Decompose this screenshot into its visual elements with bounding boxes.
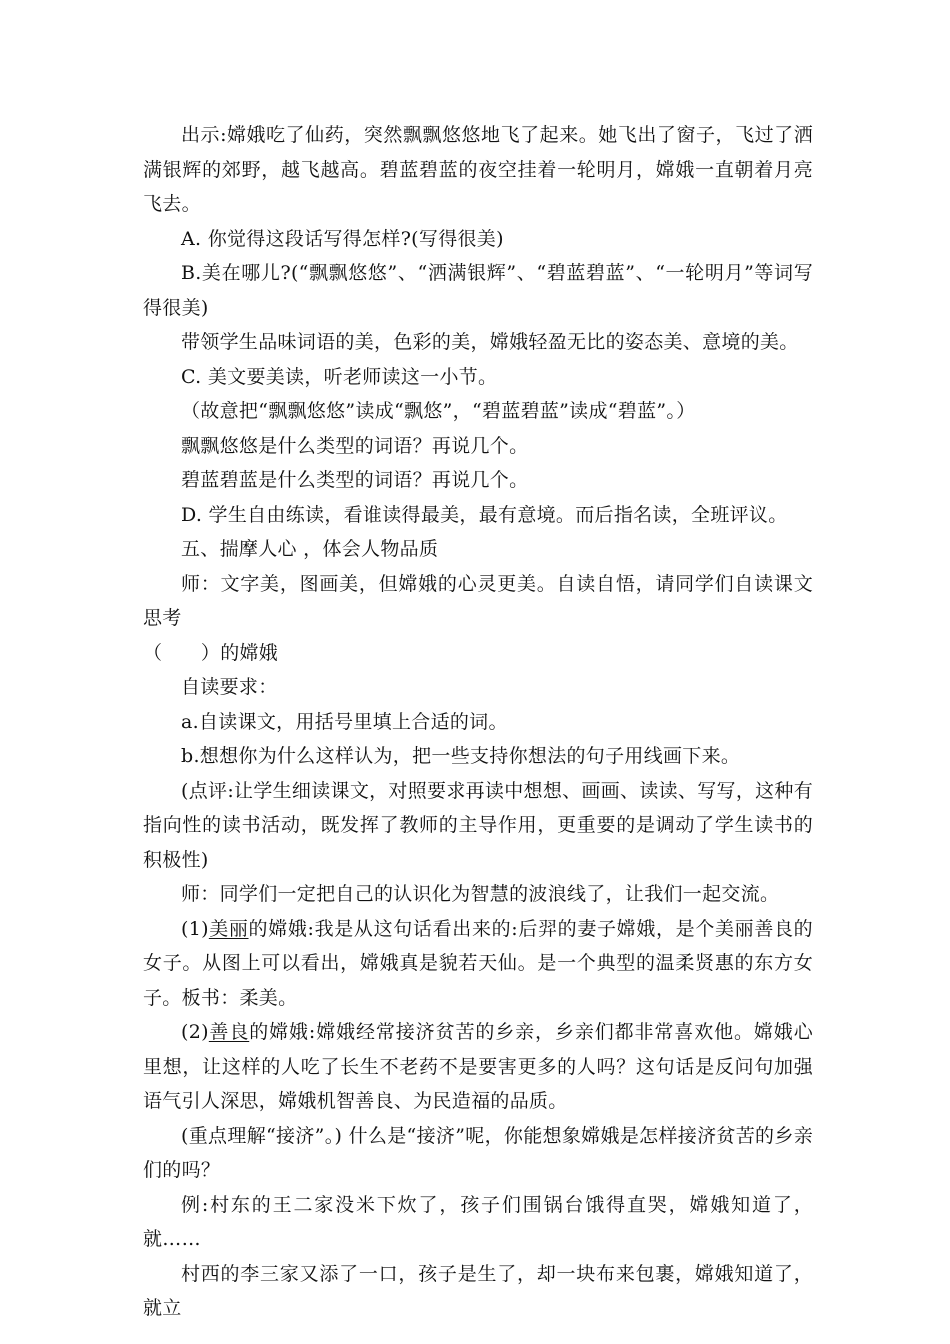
paragraph-display-text: 出示:嫦娥吃了仙药，突然飘飘悠悠地飞了起来。她飞出了窗子，飞过了洒满银辉的郊野，越飞越高。碧蓝碧蓝的夜空挂着一轮明月，嫦娥一直朝着月亮飞去。 <box>143 124 813 215</box>
paragraph-teacher-exchange: 师：同学们一定把自己的认识化为智慧的波浪线了，让我们一起交流。 <box>181 883 780 905</box>
paragraph-question-b: B.美在哪儿?(“飘飘悠悠”、“洒满银辉”、“碧蓝碧蓝”、“一轮明月”等词写得很美) <box>143 262 813 319</box>
paragraph-guidance: 带领学生品味词语的美，色彩的美，嫦娥轻盈无比的姿态美、意境的美。 <box>181 331 799 353</box>
paragraph-kind-change <box>143 1015 813 1119</box>
paragraph-requirement-b: b.想想你为什么这样认为，把一些支持你想法的句子用线画下来。 <box>181 745 741 767</box>
item-number: (2) <box>181 1021 209 1043</box>
paragraph-reading-requirements: 自读要求： <box>181 676 278 698</box>
paragraph-blank-fill: （ ）的嫦娥 <box>143 641 279 664</box>
underlined-word: 善良 <box>208 1021 250 1043</box>
document-body <box>143 118 813 1326</box>
paragraph-word-type-2: 碧蓝碧蓝是什么类型的词语？再说几个。 <box>181 469 529 491</box>
paragraph-question-c: C. 美文要美读，听老师读这一小节。 <box>181 365 498 388</box>
paragraph-rest: 的嫦娥:嫦娥经常接济贫苦的乡亲，乡亲们都非常喜欢他。嫦娥心里想，让这样的人吃了长生不老药不是要害更多的人吗？这句话是反问句加强语气引人深思，嫦娥机智善良、为民造福的品质。 <box>143 1021 813 1112</box>
paragraph-question-d: D. 学生自由练读，看谁读得最美，最有意境。而后指名读，全班评议。 <box>181 503 788 526</box>
paragraph-teacher-prompt: 师：文字美，图画美，但嫦娥的心灵更美。自读自悟，请同学们自读课文思考 <box>143 572 813 629</box>
paragraph-requirement-a: a.自读课文，用括号里填上合适的词。 <box>181 710 508 733</box>
paragraph-word-type-1: 飘飘悠悠是什么类型的词语？再说几个。 <box>181 434 529 457</box>
item-number: (1) <box>181 917 209 940</box>
paragraph-example-east: 例:村东的王二家没米下炊了，孩子们围锅台饿得直哭，嫦娥知道了，就…… <box>143 1193 813 1250</box>
paragraph-example-west: 村西的李三家又添了一口，孩子是生了，却一块布来包裹，嫦娥知道了，就立 <box>143 1262 813 1319</box>
paragraph-question-a: A. 你觉得这段话写得怎样?(写得很美) <box>181 227 504 250</box>
paragraph-rest: 的嫦娥:我是从这句话看出来的:后羿的妻子嫦娥，是个美丽善良的女子。从图上可以看出，嫦娥真是貌若天仙。是一个典型的温柔贤惠的东方女子。板书：柔美。 <box>143 917 813 1009</box>
paragraph-key-understanding: (重点理解“接济”。) 什么是“接济”呢，你能想象嫦娥是怎样接济贫苦的乡亲们的吗？ <box>143 1124 813 1181</box>
underlined-word: 美丽 <box>208 917 249 940</box>
paragraph-comment: (点评:让学生细读课文，对照要求再读中想想、画画、读读、写写，这种有指向性的读书活动，既发挥了教师的主导作用，更重要的是调动了学生读书的积极性) <box>143 779 814 871</box>
paragraph-beautiful-change <box>143 912 813 1016</box>
section-heading-five: 五、揣摩人心 ，体会人物品质 <box>181 538 439 560</box>
paragraph-misreading-note: （故意把“飘飘悠悠”读成“飘悠”，“碧蓝碧蓝”读成“碧蓝”。） <box>181 400 696 422</box>
